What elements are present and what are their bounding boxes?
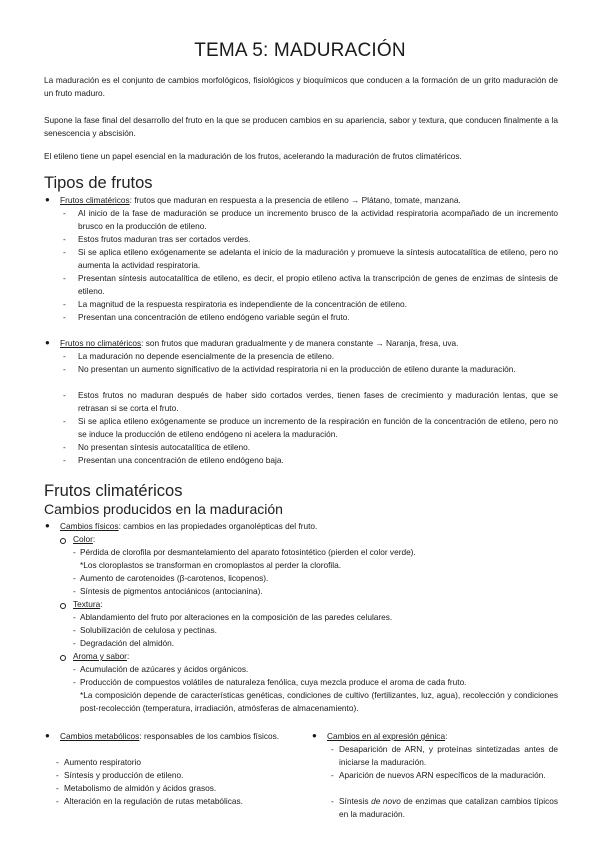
intro-paragraph-2: Supone la fase final del desarrollo del fruto en la que se producen cambios en su apariencia, sabor y textura, que conducen finalmente a la senescencia y abscisión. <box>44 115 558 138</box>
bullet-icon: ● <box>312 731 317 740</box>
color-label: Color <box>73 534 93 544</box>
list-item: Estos frutos maduran tras ser cortados verdes. <box>78 234 251 244</box>
dash-icon: - <box>56 783 59 793</box>
dash-icon: - <box>63 273 66 283</box>
genica-definition <box>327 730 447 743</box>
subsection-heading-cambios: Cambios producidos en la maduración <box>44 501 283 517</box>
hollow-bullet-icon <box>60 538 66 544</box>
dash-icon: - <box>73 573 76 583</box>
dash-icon: - <box>73 612 76 622</box>
dash-icon: - <box>63 351 66 361</box>
dash-icon: - <box>63 390 66 400</box>
dash-icon: - <box>63 442 66 452</box>
list-item: Si se aplica etileno exógenamente se produce un incremento de la respiración en función de la concentración de etileno, pero no se induce la producción de etileno endógeno ni acelera la maduración. <box>78 416 558 439</box>
note-item: *La composición depende de características genéticas, condiciones de cultivo (fertilizantes, luz, agua), recolección y condiciones post-recolección (temperatura, irradiación, atmósferas de almacenamiento). <box>80 690 558 713</box>
genica-last-pre: Síntesis <box>339 796 372 806</box>
noclimatericos-definition <box>60 337 458 350</box>
list-item: Degradación del almidón. <box>80 638 175 648</box>
note-item: *Los cloroplastos se transforman en cromoplastos al perder la clorofila. <box>80 560 342 570</box>
list-item: Aumento respiratorio <box>64 757 142 767</box>
list-item: Estos frutos no maduran después de haber sido cortados verdes, tienen fases de crecimiento y maduración lentas, que se retrasan si se corta el fruto. <box>78 390 558 413</box>
climatericos-definition <box>60 194 461 207</box>
dash-icon: - <box>63 208 66 218</box>
list-item: Al inicio de la fase de maduración se produce un incremento brusco de la actividad respiratoria acompañado de un incremento brusco en la producción de etileno. <box>78 208 558 231</box>
list-item: Si se aplica etileno exógenamente se adelanta el inicio de la maduración y promueve la síntesis autocatalítica de etileno, pero no aumenta la actividad respiratoria. <box>78 247 558 270</box>
list-item: Producción de compuestos volátiles de naturaleza fenólica, cuya mezcla produce el aroma de cada fruto. <box>80 677 467 687</box>
list-item: La magnitud de la respuesta respiratoria es independiente de la concentración de etileno. <box>78 299 407 309</box>
fisicos-definition <box>60 520 317 533</box>
list-item: Solubilización de celulosa y pectinas. <box>80 625 217 635</box>
dash-icon: - <box>63 416 66 426</box>
genica-last-italic: de novo <box>371 796 401 806</box>
dash-icon: - <box>331 744 334 754</box>
bullet-icon: ● <box>45 338 50 347</box>
list-item: Aumento de carotenoides (β-carotenos, licopenos). <box>80 573 269 583</box>
dash-icon: - <box>73 677 76 687</box>
dash-icon: - <box>63 312 66 322</box>
list-item: Presentan una concentración de etileno endógeno baja. <box>78 455 284 465</box>
noclimatericos-text: : son frutos que maduran gradualmente y de manera constante → Naranja, fresa, uva. <box>141 338 459 348</box>
hollow-bullet-icon <box>60 603 66 609</box>
dash-icon: - <box>63 234 66 244</box>
fisicos-label: Cambios físicos <box>60 521 119 531</box>
list-item: Síntesis y producción de etileno. <box>64 770 184 780</box>
list-item: Presentan una concentración de etileno endógeno variable según el fruto. <box>78 312 350 322</box>
aroma-label: Aroma y sabor <box>73 651 127 661</box>
dash-icon: - <box>331 770 334 780</box>
dash-icon: - <box>73 664 76 674</box>
list-item: Metabolismo de almidón y ácidos grasos. <box>64 783 217 793</box>
color-heading: Color: <box>73 534 96 544</box>
dash-icon: - <box>56 770 59 780</box>
dash-icon: - <box>73 638 76 648</box>
climatericos-text: : frutos que maduran en respuesta a la presencia de etileno → Plátano, tomate, manzana. <box>129 195 461 205</box>
fisicos-text: : cambios en las propiedades organolépticas del fruto. <box>118 521 318 531</box>
dash-icon: - <box>73 625 76 635</box>
bullet-icon: ● <box>45 731 50 740</box>
list-item: Alteración en la regulación de rutas metabólicas. <box>64 796 243 806</box>
page-title: TEMA 5: MADURACIÓN <box>194 40 406 61</box>
genica-text: : <box>445 731 448 741</box>
list-item: Pérdida de clorofila por desmantelamiento del aparato fotosintético (pierden el color verde). <box>80 547 416 557</box>
section-heading-tipos: Tipos de frutos <box>44 174 153 192</box>
noclimatericos-label: Frutos no climatéricos <box>60 338 142 348</box>
textura-heading: Textura: <box>73 599 103 609</box>
list-item: Acumulación de azúcares y ácidos orgánicos. <box>80 664 249 674</box>
metabolicos-definition <box>60 730 281 743</box>
dash-icon: - <box>63 364 66 374</box>
list-item <box>339 795 558 820</box>
intro-paragraph-1: La maduración es el conjunto de cambios morfológicos, fisiológicos y bioquímicos que conducen a la formación de un grito maduración de un fruto maduro. <box>44 75 558 98</box>
list-item: No presentan síntesis autocatalítica de etileno. <box>78 442 251 452</box>
climatericos-label: Frutos climatéricos <box>60 195 130 205</box>
list-item: Ablandamiento del fruto por alteraciones en la composición de las paredes celulares. <box>80 612 393 622</box>
metabolicos-label: Cambios metabólicos <box>60 731 140 741</box>
list-item: No presentan un aumento significativo de la actividad respiratoria ni en la producción de etileno durante la maduración. <box>78 364 516 374</box>
bullet-icon: ● <box>45 521 50 530</box>
list-item: Presentan síntesis autocatalítica de etileno, es decir, el propio etileno activa la transcripción de genes de enzimas de síntesis de etileno. <box>78 273 558 296</box>
textura-label: Textura <box>73 599 101 609</box>
hollow-bullet-icon <box>60 655 66 661</box>
list-item: Aparición de nuevos ARN específicos de la maduración. <box>339 770 546 780</box>
aroma-heading: Aroma y sabor: <box>73 651 130 661</box>
dash-icon: - <box>73 547 76 557</box>
list-item: Desaparición de ARN, y proteínas sintetizadas antes de iniciarse la maduración. <box>339 744 558 767</box>
genica-label: Cambios en al expresión génica <box>327 731 446 741</box>
list-item: La maduración no depende esencialmente de la presencia de etileno. <box>78 351 335 361</box>
dash-icon: - <box>63 299 66 309</box>
metabolicos-text: : responsables de los cambios físicos. <box>139 731 280 741</box>
bullet-icon: ● <box>45 195 50 204</box>
section-heading-climatericos: Frutos climatéricos <box>44 482 183 500</box>
dash-icon: - <box>331 796 334 806</box>
dash-icon: - <box>56 757 59 767</box>
dash-icon: - <box>56 796 59 806</box>
dash-icon: - <box>73 586 76 596</box>
intro-paragraph-3: El etileno tiene un papel esencial en la maduración de los frutos, acelerando la maduración de frutos climatéricos. <box>44 151 462 161</box>
genica-last-post: de enzimas que catalizan cambios típicos en la maduración. <box>339 796 559 819</box>
dash-icon: - <box>63 247 66 257</box>
list-item: Síntesis de pigmentos antociánicos (antocianina). <box>80 586 263 596</box>
dash-icon: - <box>63 455 66 465</box>
